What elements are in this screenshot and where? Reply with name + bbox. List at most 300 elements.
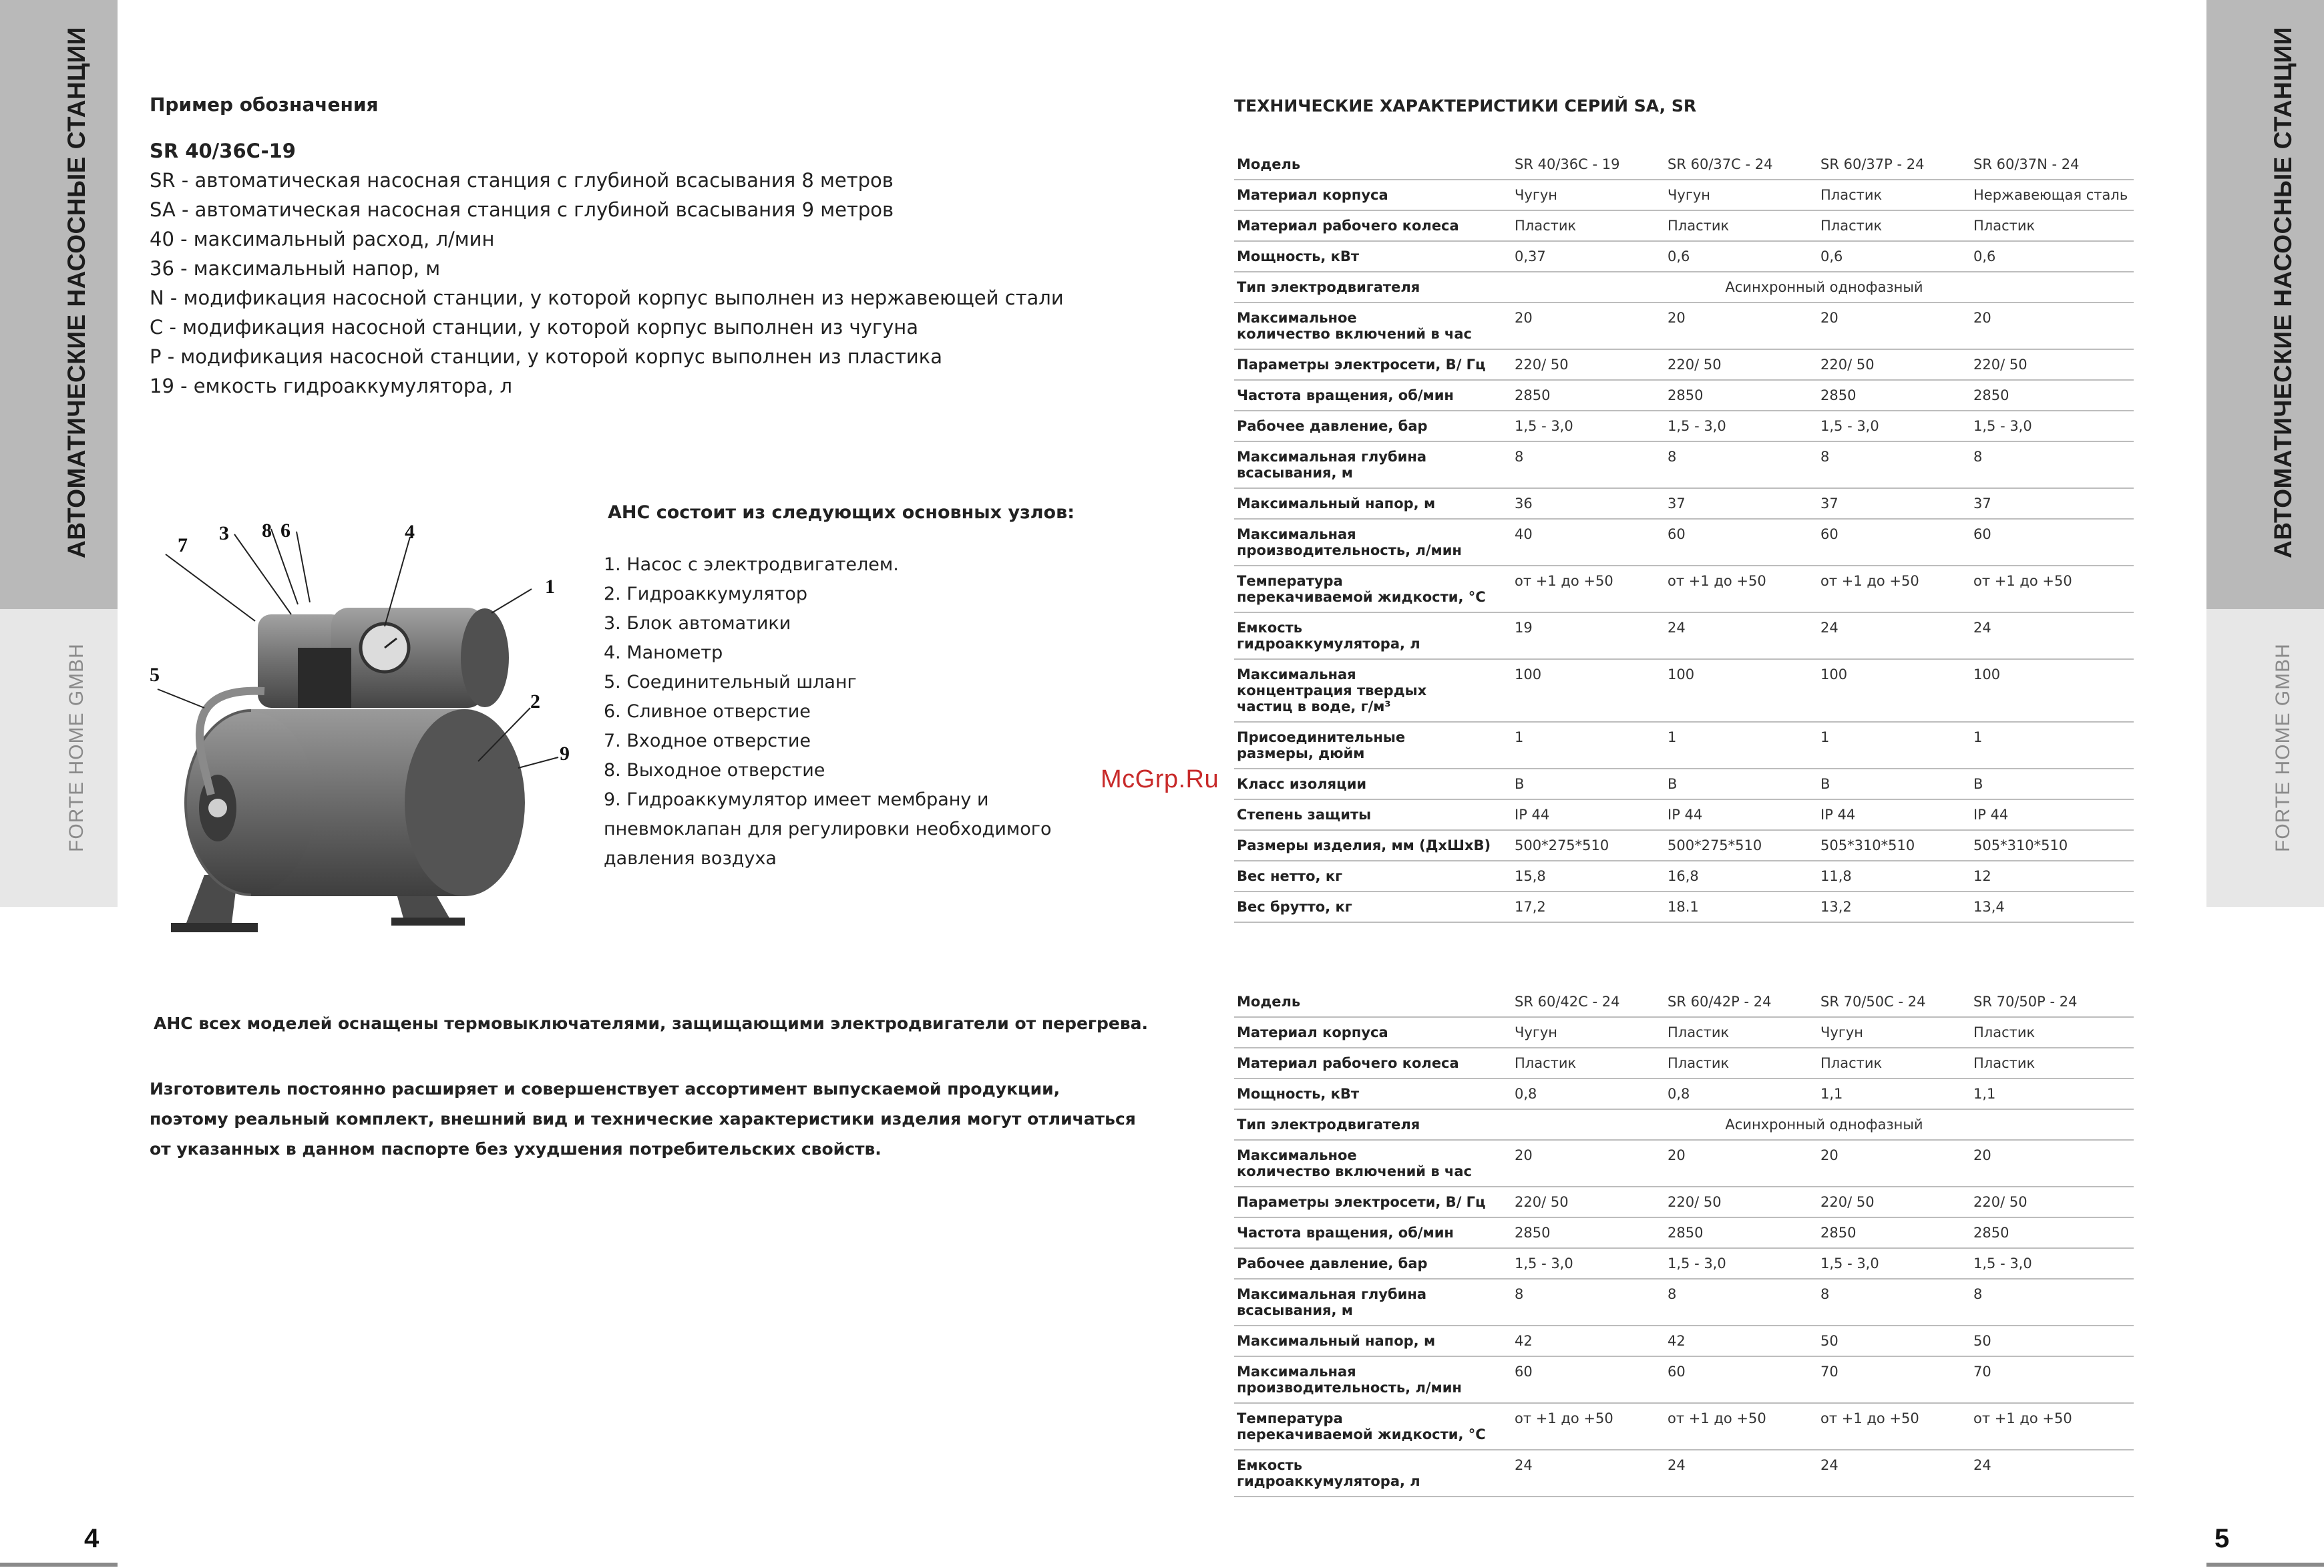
row-label-line: Параметры электросети, В/ Гц xyxy=(1237,357,1486,373)
component-item: 6. Сливное отверстие xyxy=(604,701,811,722)
table-cell: 42 xyxy=(1512,1326,1665,1356)
spec-title: ТЕХНИЧЕСКИЕ ХАРАКТЕРИСТИКИ СЕРИЙ SA, SR xyxy=(1234,96,1697,116)
table-row xyxy=(1234,1187,2134,1217)
component-item: 4. Манометр xyxy=(604,642,723,663)
row-label-line: всасывания, м xyxy=(1237,465,1353,481)
row-label-line: Рабочее давление, бар xyxy=(1237,1255,1428,1271)
row-label-line: производительность, л/мин xyxy=(1237,542,1462,558)
row-label-line: Модель xyxy=(1237,156,1301,172)
table-cell: 20 xyxy=(1512,303,1665,349)
designation-heading: Пример обозначения xyxy=(150,93,379,116)
table-cell: 1,5 - 3,0 xyxy=(1665,1248,1818,1279)
table-cell: 2850 xyxy=(1665,380,1818,411)
row-label xyxy=(1234,1140,1512,1187)
row-label-line: Максимальный напор, м xyxy=(1237,496,1436,512)
sidebar-company: FORTE HOME GMBH xyxy=(65,643,87,852)
row-label-line: Максимальная xyxy=(1237,526,1356,542)
row-label xyxy=(1234,799,1512,830)
manufacturer-note-line: поэтому реальный комплект, внешний вид и технические характеристики изделия могут отличаться xyxy=(150,1109,1136,1129)
table-cell: 8 xyxy=(1971,441,2134,488)
table-cell: 8 xyxy=(1818,1279,1971,1326)
row-label-line: Вес нетто, кг xyxy=(1237,868,1343,884)
row-label-line: Температура xyxy=(1237,573,1343,589)
designation-line: C - модификация насосной станции, у которой корпус выполнен из чугуна xyxy=(150,316,918,339)
designation-line: SA - автоматическая насосная станция с глубиной всасывания 9 метров xyxy=(150,198,894,221)
table-cell: 20 xyxy=(1665,1140,1818,1187)
table-cell: 17,2 xyxy=(1512,892,1665,922)
table-cell: B xyxy=(1971,769,2134,799)
row-label-line: Параметры электросети, В/ Гц xyxy=(1237,1194,1486,1210)
row-label xyxy=(1234,1450,1512,1497)
table-cell: 50 xyxy=(1971,1326,2134,1356)
row-label xyxy=(1234,1109,1512,1140)
table-cell: 1 xyxy=(1665,722,1818,769)
row-label-line: Материал корпуса xyxy=(1237,1024,1388,1040)
row-label xyxy=(1234,1248,1512,1279)
row-label-line: Максимальная глубина xyxy=(1237,1286,1427,1302)
table-cell: 8 xyxy=(1512,1279,1665,1326)
row-label xyxy=(1234,830,1512,861)
table-cell: 220/ 50 xyxy=(1971,1187,2134,1217)
table-cell: 60 xyxy=(1818,519,1971,566)
designation-lines xyxy=(150,166,1191,401)
table-row xyxy=(1234,987,2134,1017)
row-label-line: производительность, л/мин xyxy=(1237,1380,1462,1396)
row-label-line: Вес брутто, кг xyxy=(1237,899,1352,915)
table-cell: 20 xyxy=(1971,303,2134,349)
table-cell: SR 40/36C - 19 xyxy=(1512,150,1665,180)
table-cell: 8 xyxy=(1971,1279,2134,1326)
table-row xyxy=(1234,892,2134,922)
table-cell: SR 60/37N - 24 xyxy=(1971,150,2134,180)
table-row xyxy=(1234,210,2134,241)
component-item: 2. Гидроаккумулятор xyxy=(604,584,808,604)
designation-line: 40 - максимальный расход, л/мин xyxy=(150,228,495,250)
table-cell: 18.1 xyxy=(1665,892,1818,922)
row-label xyxy=(1234,1017,1512,1048)
table-cell: 12 xyxy=(1971,861,2134,892)
row-label-line: всасывания, м xyxy=(1237,1302,1353,1318)
row-label-line: гидроаккумулятора, л xyxy=(1237,1473,1420,1489)
row-label xyxy=(1234,1217,1512,1248)
table-row xyxy=(1234,303,2134,349)
table-row xyxy=(1234,1403,2134,1450)
table-cell: SR 70/50C - 24 xyxy=(1818,987,1971,1017)
row-label-line: Максимальная глубина xyxy=(1237,449,1427,465)
designation-line: 36 - максимальный напор, м xyxy=(150,257,441,280)
table-row xyxy=(1234,1079,2134,1109)
table-cell: 2850 xyxy=(1971,380,2134,411)
table-row xyxy=(1234,1356,2134,1403)
row-label-line: гидроаккумулятора, л xyxy=(1237,636,1420,652)
row-label xyxy=(1234,411,1512,441)
table-cell: от +1 до +50 xyxy=(1971,1403,2134,1450)
table-cell: 505*310*510 xyxy=(1818,830,1971,861)
table-cell: 60 xyxy=(1665,519,1818,566)
table-row xyxy=(1234,830,2134,861)
table-cell: 220/ 50 xyxy=(1665,1187,1818,1217)
row-label-line: Степень защиты xyxy=(1237,807,1372,823)
table-cell: 100 xyxy=(1512,659,1665,722)
page-footer-line-left xyxy=(0,1563,118,1567)
table-cell: SR 60/42C - 24 xyxy=(1512,987,1665,1017)
table-cell: 60 xyxy=(1971,519,2134,566)
table-cell: 24 xyxy=(1818,1450,1971,1497)
figure-label-4: 4 xyxy=(405,521,415,543)
table-cell: 500*275*510 xyxy=(1665,830,1818,861)
row-label-line: Тип электродвигателя xyxy=(1237,1117,1420,1133)
row-label xyxy=(1234,150,1512,180)
row-label-line: Материал корпуса xyxy=(1237,187,1388,203)
row-label xyxy=(1234,488,1512,519)
table-cell: 8 xyxy=(1665,1279,1818,1326)
table-cell: 1,1 xyxy=(1971,1079,2134,1109)
row-label-line: Рабочее давление, бар xyxy=(1237,418,1428,434)
row-label xyxy=(1234,380,1512,411)
sidebar-company: FORTE HOME GMBH xyxy=(2272,643,2294,852)
table-cell: 1,5 - 3,0 xyxy=(1971,411,2134,441)
row-label-line: Материал рабочего колеса xyxy=(1237,218,1459,234)
table-cell: Пластик xyxy=(1665,210,1818,241)
component-item: 7. Входное отверстие xyxy=(604,731,811,751)
row-label xyxy=(1234,1079,1512,1109)
row-label xyxy=(1234,612,1512,659)
row-label-line: Емкость xyxy=(1237,620,1303,636)
table-cell: 0,6 xyxy=(1665,241,1818,272)
table-cell: B xyxy=(1665,769,1818,799)
table-cell: 70 xyxy=(1818,1356,1971,1403)
table-cell: Нержавеющая сталь xyxy=(1971,180,2134,210)
table-cell: 0,6 xyxy=(1818,241,1971,272)
sidebar-light-band xyxy=(0,609,118,907)
table-cell: 8 xyxy=(1665,441,1818,488)
table-cell: Чугун xyxy=(1512,1017,1665,1048)
component-item: 5. Соединительный шланг xyxy=(604,672,857,693)
row-label-line: Мощность, кВт xyxy=(1237,248,1360,264)
row-label xyxy=(1234,241,1512,272)
page-number-right: 5 xyxy=(2214,1524,2230,1553)
table-row xyxy=(1234,612,2134,659)
table-cell: 24 xyxy=(1971,1450,2134,1497)
row-label xyxy=(1234,210,1512,241)
table-cell: SR 60/42P - 24 xyxy=(1665,987,1818,1017)
table-cell: 0,8 xyxy=(1665,1079,1818,1109)
manufacturer-note-line: от указанных в данном паспорте без ухудшения потребительских свойств. xyxy=(150,1139,882,1159)
row-label xyxy=(1234,519,1512,566)
row-label xyxy=(1234,566,1512,612)
spec-table-1 xyxy=(1234,150,2134,923)
table-cell: 20 xyxy=(1512,1140,1665,1187)
designation-code: SR 40/36C-19 xyxy=(150,140,296,162)
sidebar-title: АВТОМАТИЧЕСКИЕ НАСОСНЫЕ СТАНЦИИ xyxy=(63,27,90,558)
table-cell: 1 xyxy=(1512,722,1665,769)
row-label xyxy=(1234,1356,1512,1403)
table-cell: IP 44 xyxy=(1818,799,1971,830)
table-cell: B xyxy=(1512,769,1665,799)
table-cell: 1,5 - 3,0 xyxy=(1512,1248,1665,1279)
table-cell: 20 xyxy=(1971,1140,2134,1187)
table-row xyxy=(1234,659,2134,722)
table-cell: 2850 xyxy=(1512,380,1665,411)
table-cell: IP 44 xyxy=(1971,799,2134,830)
page-number-left: 4 xyxy=(84,1524,100,1553)
sidebar-dark-band xyxy=(0,0,118,609)
row-label xyxy=(1234,349,1512,380)
table-cell: 19 xyxy=(1512,612,1665,659)
table-row xyxy=(1234,441,2134,488)
table-cell: 8 xyxy=(1512,441,1665,488)
table-row xyxy=(1234,722,2134,769)
table-row xyxy=(1234,799,2134,830)
table-cell: 50 xyxy=(1818,1326,1971,1356)
table-row xyxy=(1234,411,2134,441)
table-cell: Пластик xyxy=(1665,1048,1818,1079)
table-cell: от +1 до +50 xyxy=(1818,566,1971,612)
table-cell: 37 xyxy=(1665,488,1818,519)
table-cell: 100 xyxy=(1818,659,1971,722)
table-cell: SR 70/50P - 24 xyxy=(1971,987,2134,1017)
table-cell: 8 xyxy=(1818,441,1971,488)
table-row xyxy=(1234,272,2134,303)
table-cell: SR 60/37P - 24 xyxy=(1818,150,1971,180)
table-row xyxy=(1234,566,2134,612)
table-row xyxy=(1234,1109,2134,1140)
table-cell: 0,37 xyxy=(1512,241,1665,272)
table-cell: Чугун xyxy=(1512,180,1665,210)
components-heading: АНС состоит из следующих основных узлов: xyxy=(608,502,1075,523)
row-label-line: перекачиваемой жидкости, °С xyxy=(1237,589,1486,605)
table-row xyxy=(1234,1450,2134,1497)
table-cell: от +1 до +50 xyxy=(1818,1403,1971,1450)
figure-label-3: 3 xyxy=(219,522,229,544)
right-sidebar xyxy=(2206,0,2324,907)
row-label-line: размеры, дюйм xyxy=(1237,745,1365,761)
table-cell: 220/ 50 xyxy=(1512,349,1665,380)
table-cell: 100 xyxy=(1665,659,1818,722)
table-cell: 220/ 50 xyxy=(1818,349,1971,380)
table-row xyxy=(1234,349,2134,380)
row-label-line: Частота вращения, об/мин xyxy=(1237,1225,1454,1241)
table-cell: 1,1 xyxy=(1818,1079,1971,1109)
table-cell: 13,4 xyxy=(1971,892,2134,922)
table-cell: 1,5 - 3,0 xyxy=(1665,411,1818,441)
row-label-line: Частота вращения, об/мин xyxy=(1237,387,1454,403)
table-cell: 24 xyxy=(1512,1450,1665,1497)
row-label-line: Мощность, кВт xyxy=(1237,1086,1360,1102)
left-sidebar xyxy=(0,0,118,907)
row-label xyxy=(1234,303,1512,349)
table-cell: 20 xyxy=(1665,303,1818,349)
row-label-line: частиц в воде, г/м³ xyxy=(1237,699,1391,715)
table-cell: Чугун xyxy=(1818,1017,1971,1048)
pump-station-illustration xyxy=(131,514,585,942)
table-cell: 500*275*510 xyxy=(1512,830,1665,861)
table-cell: 20 xyxy=(1818,303,1971,349)
row-label-line: количество включений в час xyxy=(1237,1163,1472,1179)
table-cell: от +1 до +50 xyxy=(1512,1403,1665,1450)
table-row xyxy=(1234,488,2134,519)
row-label-line: Материал рабочего колеса xyxy=(1237,1055,1459,1071)
table-cell: 11,8 xyxy=(1818,861,1971,892)
component-item: пневмоклапан для регулировки необходимого xyxy=(604,819,1052,839)
table-cell: Пластик xyxy=(1512,1048,1665,1079)
table-cell: 2850 xyxy=(1512,1217,1665,1248)
table-cell: 220/ 50 xyxy=(1665,349,1818,380)
row-label xyxy=(1234,987,1512,1017)
table-cell: от +1 до +50 xyxy=(1971,566,2134,612)
row-label-line: Температура xyxy=(1237,1410,1343,1426)
figure-label-2: 2 xyxy=(530,691,540,713)
table-row xyxy=(1234,861,2134,892)
component-item: давления воздуха xyxy=(604,848,777,869)
table-cell: от +1 до +50 xyxy=(1512,566,1665,612)
row-label xyxy=(1234,1048,1512,1079)
table-cell: 20 xyxy=(1818,1140,1971,1187)
table-cell: от +1 до +50 xyxy=(1665,1403,1818,1450)
designation-line: P - модификация насосной станции, у которой корпус выполнен из пластика xyxy=(150,345,943,368)
table-cell: 24 xyxy=(1665,612,1818,659)
table-cell: 2850 xyxy=(1971,1217,2134,1248)
table-cell: 1,5 - 3,0 xyxy=(1512,411,1665,441)
row-label xyxy=(1234,1279,1512,1326)
table-cell: Асинхронный однофазный xyxy=(1512,1109,2134,1140)
table-cell: 24 xyxy=(1971,612,2134,659)
figure-label-1: 1 xyxy=(545,576,555,598)
table-cell: 100 xyxy=(1971,659,2134,722)
component-item: 3. Блок автоматики xyxy=(604,613,791,634)
component-item: 8. Выходное отверстие xyxy=(604,760,825,781)
table-cell: Пластик xyxy=(1665,1017,1818,1048)
table-cell: IP 44 xyxy=(1665,799,1818,830)
component-item: 9. Гидроаккумулятор имеет мембрану и xyxy=(604,789,989,810)
figure-label-8: 8 xyxy=(262,520,272,542)
table-cell: 36 xyxy=(1512,488,1665,519)
row-label-line: количество включений в час xyxy=(1237,326,1472,342)
table-row xyxy=(1234,769,2134,799)
table-row xyxy=(1234,519,2134,566)
table-cell: Пластик xyxy=(1971,210,2134,241)
table-cell: 40 xyxy=(1512,519,1665,566)
table-cell: 42 xyxy=(1665,1326,1818,1356)
component-item: 1. Насос с электродвигателем. xyxy=(604,554,899,575)
table-cell: Чугун xyxy=(1665,180,1818,210)
page-footer-line-right xyxy=(2206,1563,2324,1567)
row-label-line: Максимальное xyxy=(1237,310,1357,326)
table-cell: Асинхронный однофазный xyxy=(1512,272,2134,303)
row-label xyxy=(1234,272,1512,303)
table-cell: 1,5 - 3,0 xyxy=(1818,1248,1971,1279)
table-cell: 0,6 xyxy=(1971,241,2134,272)
table-cell: 1,5 - 3,0 xyxy=(1971,1248,2134,1279)
row-label-line: Присоединительные xyxy=(1237,729,1406,745)
row-label xyxy=(1234,1187,1512,1217)
row-label xyxy=(1234,892,1512,922)
table-cell: 1 xyxy=(1971,722,2134,769)
table-cell: 70 xyxy=(1971,1356,2134,1403)
thermal-protection-note: АНС всех моделей оснащены термовыключателями, защищающими электродвигатели от перегрева. xyxy=(154,1014,1149,1033)
table-cell: 15,8 xyxy=(1512,861,1665,892)
table-cell: 0,8 xyxy=(1512,1079,1665,1109)
table-cell: 2850 xyxy=(1818,380,1971,411)
row-label-line: Максимальное xyxy=(1237,1147,1357,1163)
row-label xyxy=(1234,659,1512,722)
table-cell: B xyxy=(1818,769,1971,799)
table-row xyxy=(1234,241,2134,272)
table-cell: SR 60/37C - 24 xyxy=(1665,150,1818,180)
table-row xyxy=(1234,180,2134,210)
table-cell: 37 xyxy=(1818,488,1971,519)
manufacturer-note xyxy=(150,1074,1136,1164)
table-row xyxy=(1234,1248,2134,1279)
spec-table-2 xyxy=(1234,987,2134,1497)
table-cell: Пластик xyxy=(1818,210,1971,241)
table-cell: 13,2 xyxy=(1818,892,1971,922)
components-list xyxy=(604,550,1085,873)
table-cell: 1,5 - 3,0 xyxy=(1818,411,1971,441)
table-row xyxy=(1234,1048,2134,1079)
row-label-line: Максимальная xyxy=(1237,1364,1356,1380)
figure-label-9: 9 xyxy=(560,743,570,765)
row-label-line: Максимальная xyxy=(1237,666,1356,682)
table-cell: Пластик xyxy=(1971,1048,2134,1079)
sidebar-light-band xyxy=(2206,609,2324,907)
table-cell: 2850 xyxy=(1665,1217,1818,1248)
table-row xyxy=(1234,1279,2134,1326)
row-label xyxy=(1234,1326,1512,1356)
table-row xyxy=(1234,1140,2134,1187)
table-cell: 16,8 xyxy=(1665,861,1818,892)
row-label-line: концентрация твердых xyxy=(1237,682,1427,699)
row-label-line: Класс изоляции xyxy=(1237,776,1367,792)
row-label xyxy=(1234,1403,1512,1450)
table-cell: 24 xyxy=(1665,1450,1818,1497)
table-row xyxy=(1234,1326,2134,1356)
table-cell: Пластик xyxy=(1512,210,1665,241)
sidebar-dark-band xyxy=(2206,0,2324,609)
row-label xyxy=(1234,180,1512,210)
table-cell: от +1 до +50 xyxy=(1665,566,1818,612)
table-row xyxy=(1234,380,2134,411)
row-label-line: перекачиваемой жидкости, °С xyxy=(1237,1426,1486,1442)
designation-block xyxy=(150,136,1191,401)
row-label-line: Емкость xyxy=(1237,1457,1303,1473)
table-cell: 220/ 50 xyxy=(1818,1187,1971,1217)
figure-label-5: 5 xyxy=(150,664,160,686)
row-label xyxy=(1234,861,1512,892)
table-cell: Пластик xyxy=(1818,1048,1971,1079)
row-label xyxy=(1234,441,1512,488)
table-cell: 24 xyxy=(1818,612,1971,659)
table-cell: 505*310*510 xyxy=(1971,830,2134,861)
sidebar-title: АВТОМАТИЧЕСКИЕ НАСОСНЫЕ СТАНЦИИ xyxy=(2269,27,2297,558)
row-label-line: Модель xyxy=(1237,994,1301,1010)
row-label xyxy=(1234,769,1512,799)
table-cell: 220/ 50 xyxy=(1971,349,2134,380)
row-label xyxy=(1234,722,1512,769)
table-row xyxy=(1234,1017,2134,1048)
table-cell: Пластик xyxy=(1818,180,1971,210)
table-cell: IP 44 xyxy=(1512,799,1665,830)
table-cell: 2850 xyxy=(1818,1217,1971,1248)
table-cell: 60 xyxy=(1512,1356,1665,1403)
figure-label-6: 6 xyxy=(280,520,290,542)
row-label-line: Тип электродвигателя xyxy=(1237,279,1420,295)
table-cell: 60 xyxy=(1665,1356,1818,1403)
table-cell: Пластик xyxy=(1971,1017,2134,1048)
row-label-line: Максимальный напор, м xyxy=(1237,1333,1436,1349)
manufacturer-note-line: Изготовитель постоянно расширяет и совершенствует ассортимент выпускаемой продукции, xyxy=(150,1079,1060,1099)
watermark: McGrp.Ru xyxy=(1101,765,1219,793)
